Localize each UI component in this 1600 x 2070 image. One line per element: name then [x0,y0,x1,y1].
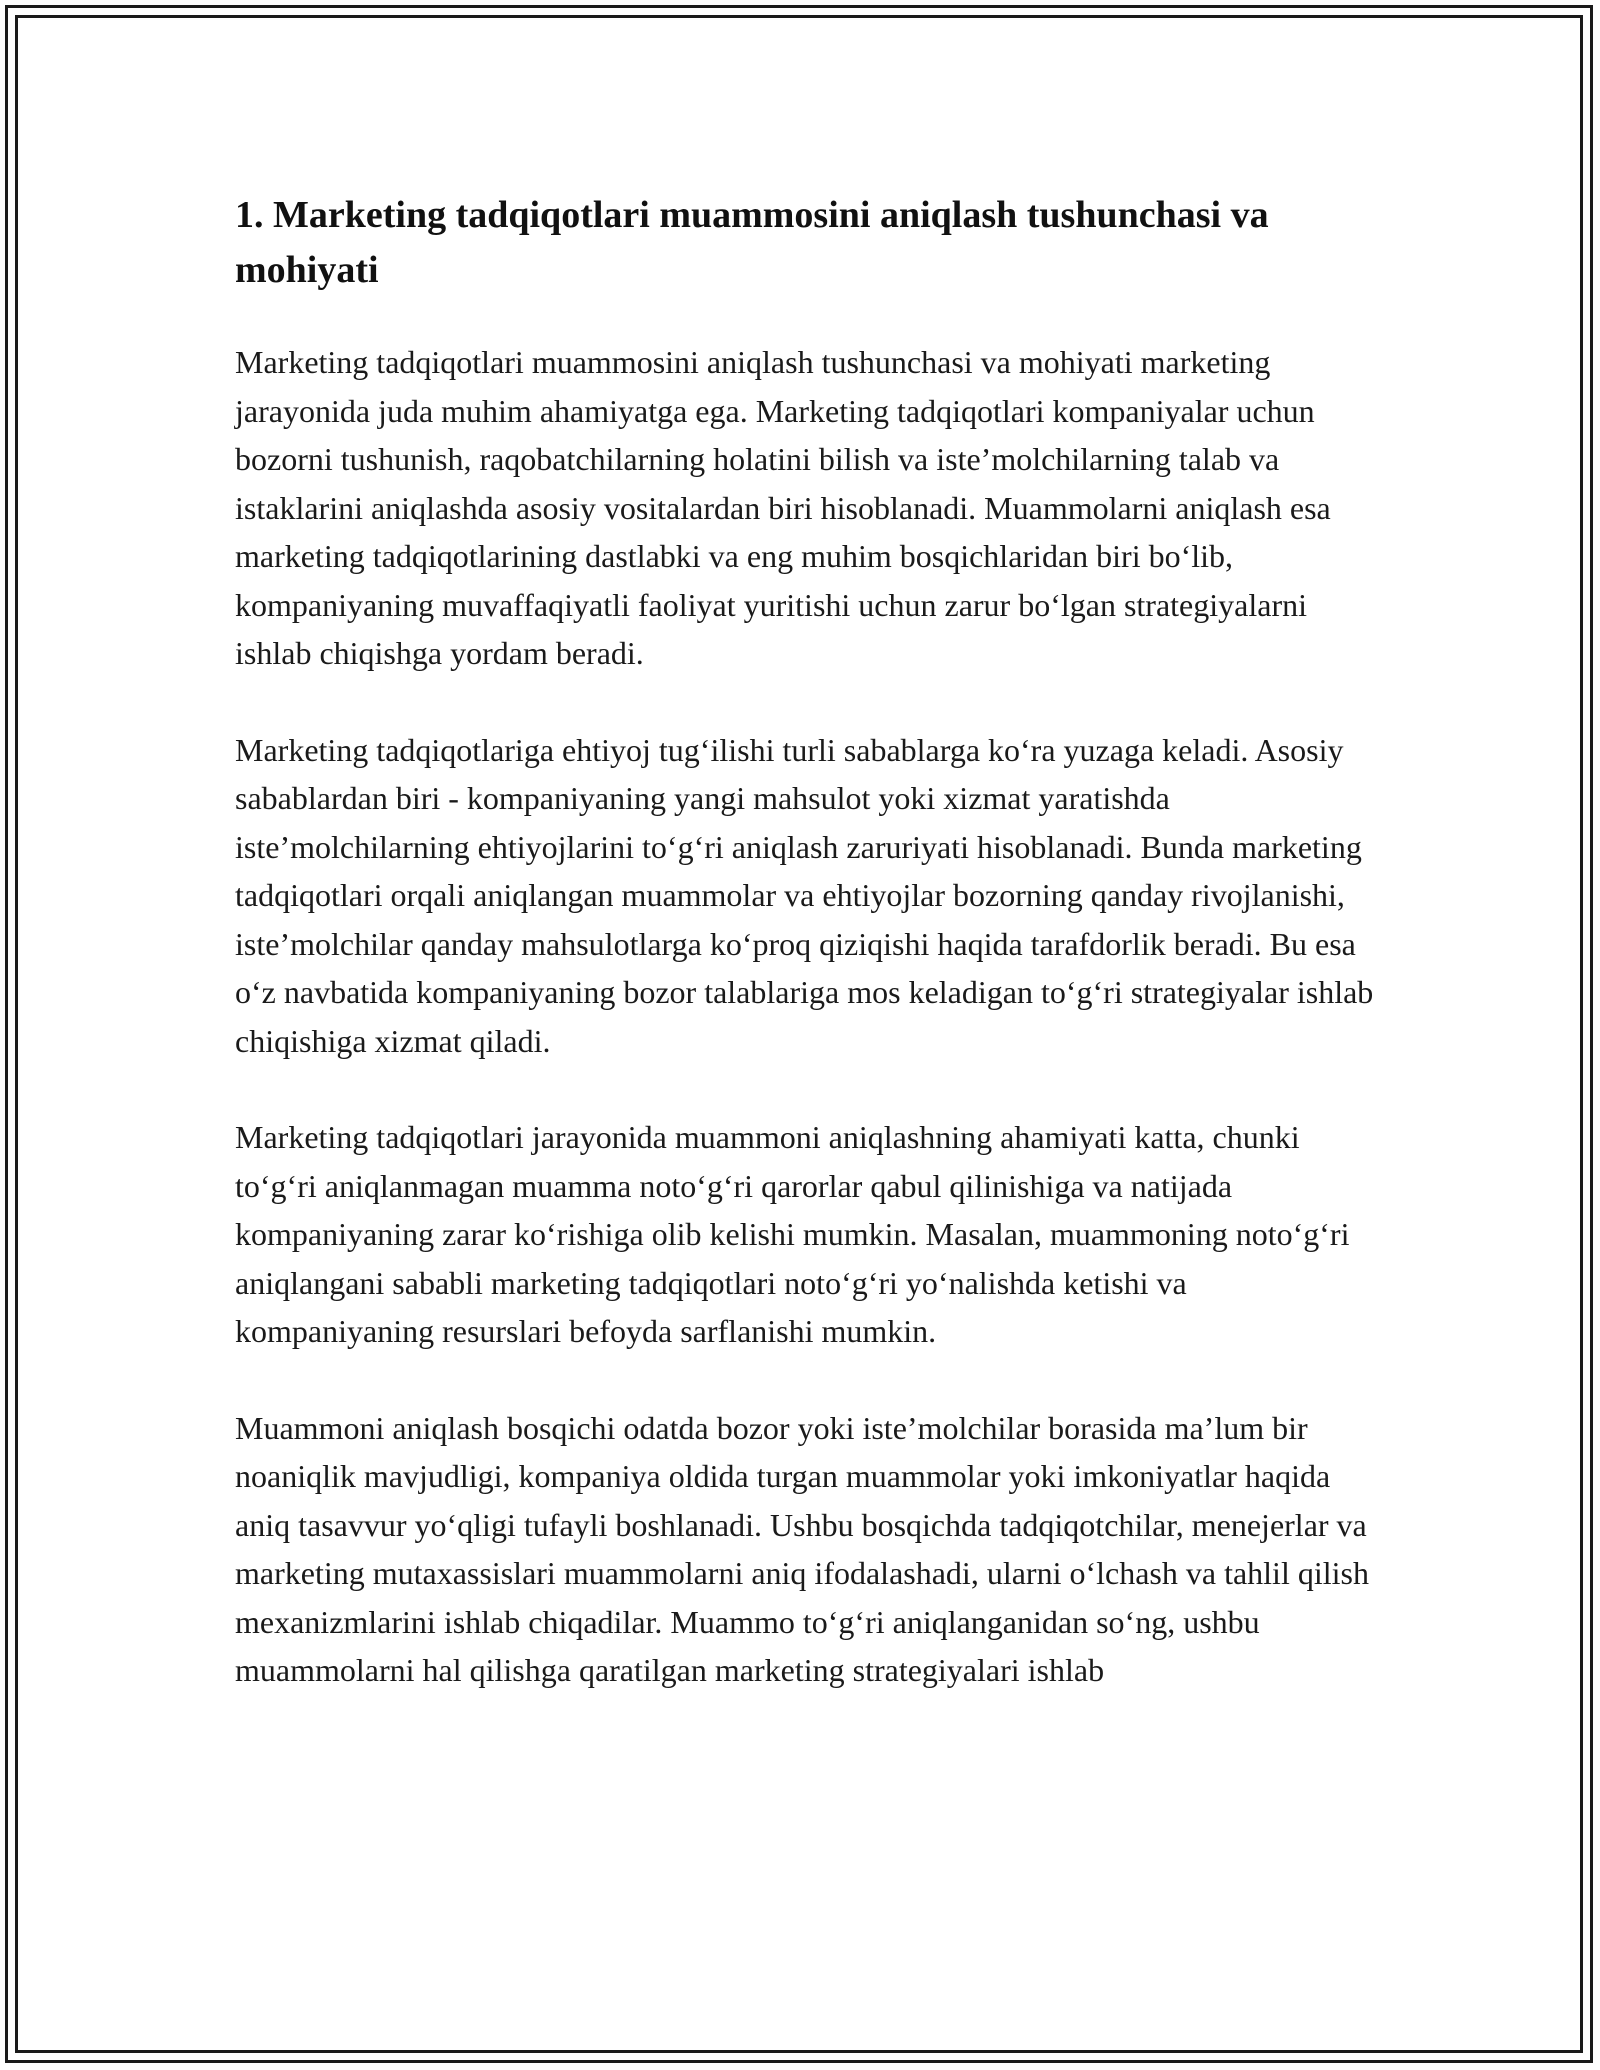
paragraph-1: Marketing tadqiqotlari muammosini aniqlash tushunchasi va mohiyati marketing jarayonida juda muhim ahamiyatga ega. Marketing tadqiqotlari kompaniyalar uchun bozorni tushunish, raqobatchilarning holatini bilish va iste’molchilarning talab va istaklarini aniqlashda asosiy vositalardan biri hisoblanadi. Muammolarni aniqlash esa marketing tadqiqotlarining dastlabki va eng muhim bosqichlaridan biri bo‘lib, kompaniyaning muvaffaqiyatli faoliyat yuritishi uchun zarur bo‘lgan strategiyalarni ishlab chiqishga yordam beradi. [235,344,1331,671]
document-body [235,188,1375,1743]
section-heading: 1. Marketing tadqiqotlari muammosini aniqlash tushunchasi va mohiyati [235,194,1269,291]
paragraph-4: Muammoni aniqlash bosqichi odatda bozor yoki iste’molchilar borasida ma’lum bir noaniqlik mavjudligi, kompaniya oldida turgan muammolar yoki imkoniyatlar haqida aniq tasavvur yo‘qligi tufayli boshlanadi. Ushbu bosqichda tadqiqotchilar, menejerlar va marketing mutaxassislari muammolarni aniq ifodalashadi, ularni o‘lchash va tahlil qilish mexanizmlarini ishlab chiqadilar. Muammo to‘g‘ri aniqlanganidan so‘ng, ushbu muammolarni hal qilishga qaratilgan marketing strategiyalari ishlab [235,1409,1369,1688]
paragraph-2: Marketing tadqiqotlariga ehtiyoj tug‘ilishi turli sabablarga ko‘ra yuzaga keladi. Asosiy sabablardan biri - kompaniyaning yangi mahsulot yoki xizmat yaratishda iste’molchilarning ehtiyojlarini to‘g‘ri aniqlash zaruriyati hisoblanadi. Bunda marketing tadqiqotlari orqali aniqlangan muammolar va ehtiyojlar bozorning qanday rivojlanishi, iste’molchilar qanday mahsulotlarga ko‘proq qiziqishi haqida tarafdorlik beradi. Bu esa o‘z navbatida kompaniyaning bozor talablariga mos keladigan to‘g‘ri strategiyalar ishlab chiqishiga xizmat qiladi. [235,731,1374,1059]
paragraph-3: Marketing tadqiqotlari jarayonida muammoni aniqlashning ahamiyati katta, chunki to‘g‘ri aniqlanmagan muamma noto‘g‘ri qarorlar qabul qilinishiga va natijada kompaniyaning zarar ko‘rishiga olib kelishi mumkin. Masalan, muammoning noto‘g‘ri aniqlangani sababli marketing tadqiqotlari noto‘g‘ri yo‘nalishda ketishi va kompaniyaning resurslari befoyda sarflanishi mumkin. [235,1119,1350,1349]
